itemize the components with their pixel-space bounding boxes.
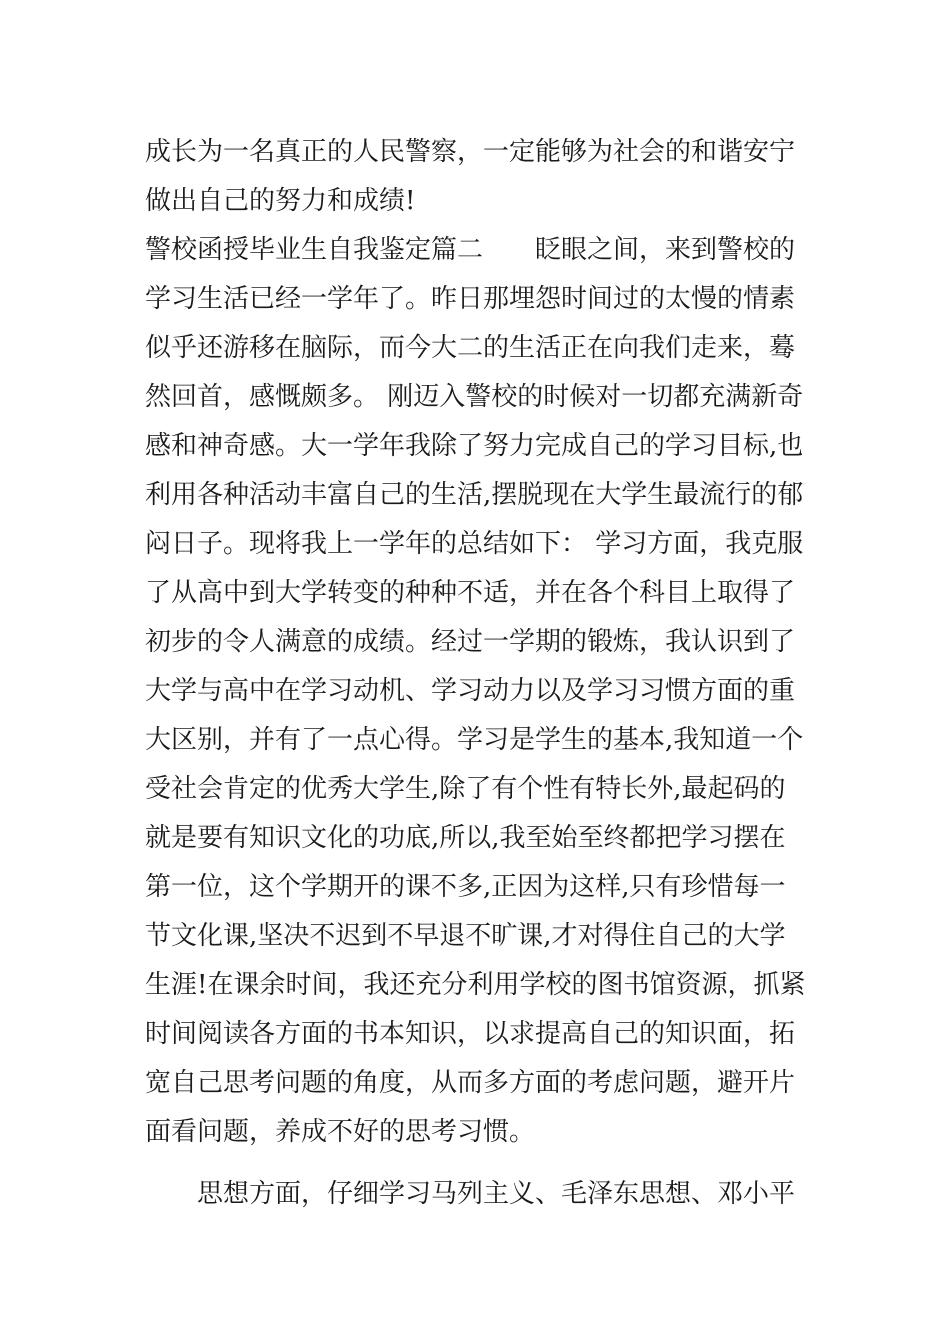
text-line: 成长为一名真正的人民警察，一定能够为社会的和谐安宁: [145, 137, 796, 167]
text-line: 利用各种活动丰富自己的生活,摆脱现在大学生最流行的郁: [145, 480, 804, 510]
paragraph-gap: [145, 1157, 810, 1170]
text-line: 闷日子。现将我上一学年的总结如下： 学习方面，我克服: [145, 529, 804, 559]
text-line: 大区别，并有了一点心得。学习是学生的基本,我知道一个: [145, 725, 804, 755]
text-line: 初步的令人满意的成绩。经过一学期的锻炼，我认识到了: [145, 627, 796, 657]
text-line: 受社会肯定的优秀大学生,除了有个性有特长外,最起码的: [145, 774, 786, 804]
text-line: 面看问题，养成不好的思考习惯。: [145, 1117, 536, 1147]
text-line: 大学与高中在学习动机、学习动力以及学习习惯方面的重: [145, 676, 796, 706]
text-line: 了从高中到大学转变的种种不适，并在各个科目上取得了: [145, 578, 796, 608]
text-line: 然回首，感慨颇多。 刚迈入警校的时候对一切都充满新奇: [145, 382, 804, 412]
document-body: [145, 128, 810, 1219]
text-line: 就是要有知识文化的功底,所以,我至始至终都把学习摆在: [145, 823, 786, 853]
text-line: 节文化课,坚决不迟到不早退不旷课,才对得住自己的大学: [145, 921, 786, 951]
section-heading-line: 警校函授毕业生自我鉴定篇二 眨眼之间，来到警校的: [145, 235, 796, 265]
text-line: 宽自己思考问题的角度，从而多方面的考虑问题，避开片: [145, 1068, 796, 1098]
text-line: 生涯!在课余时间，我还充分利用学校的图书馆资源，抓紧: [145, 970, 806, 1000]
text-line: 做出自己的努力和成绩!: [145, 186, 416, 216]
paragraph-start-line: 思想方面，仔细学习马列主义、毛泽东思想、邓小平: [145, 1179, 796, 1209]
text-line: 似乎还游移在脑际，而今大二的生活正在向我们走来，蓦: [145, 333, 796, 363]
text-line: 第一位，这个学期开的课不多,正因为这样,只有珍惜每一: [145, 872, 786, 902]
text-line: 学习生活已经一学年了。昨日那埋怨时间过的太慢的情素: [145, 284, 796, 314]
text-line: 时间阅读各方面的书本知识，以求提高自己的知识面，拓: [145, 1019, 796, 1049]
text-line: 感和神奇感。大一学年我除了努力完成自己的学习目标,也: [145, 431, 804, 461]
